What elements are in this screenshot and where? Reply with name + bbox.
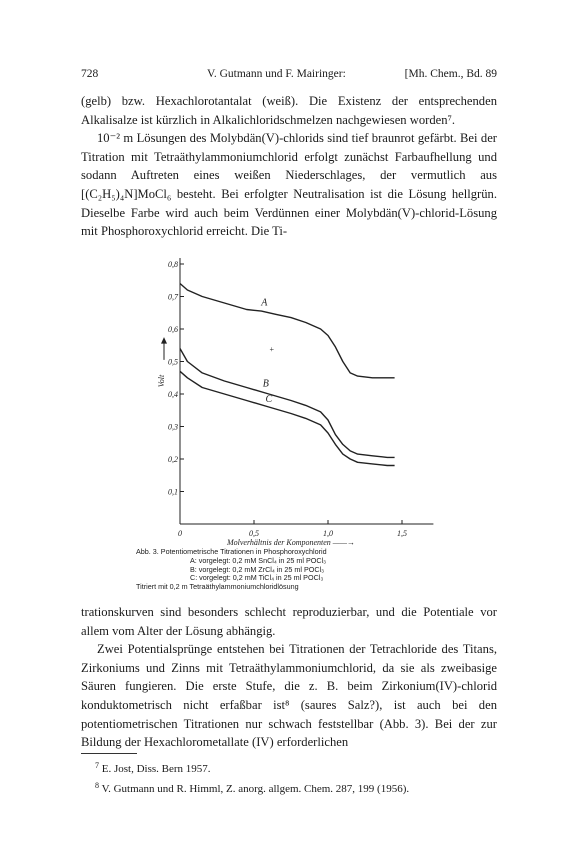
footnote-8: $^8$ V. Gutmann und R. Himml, Z. anorg. allgem. Chem. 287, 199 (1956). [95, 780, 410, 795]
y-axis-arrow-head [161, 337, 167, 344]
figure-caption [136, 548, 446, 592]
series-line-b [180, 349, 395, 458]
caption-item-c: C: vorgelegt: 0,2 mM TiCl₄ in 25 ml POCl₃ [190, 573, 324, 583]
paragraph: (gelb) bzw. Hexachlorotantalat (weiß). Die Existenz der entsprechenden Alkalisalze ist kürzlich in Alkalichloridschmelzen nachgewiesen worden⁷. [81, 94, 497, 127]
y-tick-label: 0,1 [168, 487, 178, 497]
x-tick-label: 1,0 [323, 529, 333, 538]
x-axis-label: Molverhältnis der Komponenten ——→ [226, 538, 356, 547]
titration-figure [150, 258, 440, 558]
caption-item-a: A: vorgelegt: 0,2 mM SnCl₄ in 25 ml POCl₃ [190, 555, 327, 565]
series-label-a: A [261, 297, 268, 309]
series-line-a [180, 284, 395, 378]
body-text-top [81, 92, 497, 241]
x-tick-label: 0,5 [249, 529, 259, 538]
paragraph: Zwei Potentialsprünge entstehen bei Titrationen der Tetrachloride des Titans, Zirkoniums und Zinns mit Tetraäthylammoniumchlorid, da sie als zweibasige Säuren fungieren. Die erste Stufe, die z. B. beim Zirkonium(IV)-chlorid konduktometrisch nicht erfaßbar ist⁸ (saures Salz?), ist auch bei den potentiometrischen Titrationen nur schwach feststellbar (Abb. 3). Bei der zur Bildung der Hexachlorometallate (IV) erforderlichen [81, 642, 497, 750]
titration-chart [150, 258, 440, 558]
footnotes [81, 758, 497, 797]
y-tick-label: 0,8 [168, 260, 178, 269]
y-tick-label: 0,2 [168, 455, 178, 464]
y-tick-label: 0,4 [168, 390, 178, 399]
paragraph: trationskurven sind besonders schlecht reproduzierbar, und die Potentiale vor allem vom Alter der Lösung abhängig. [81, 605, 497, 638]
y-tick-label: 0,6 [168, 325, 178, 334]
running-header [81, 68, 497, 84]
running-title: V. Gutmann und F. Mairinger: [207, 68, 346, 80]
y-tick-label: 0,7 [168, 292, 178, 302]
y-tick-label: 0,3 [168, 422, 178, 432]
footnote-7: $^7$ E. Jost, Diss. Bern 1957. [95, 761, 211, 775]
caption-title: Abb. 3. Potentiometrische Titrationen in Phosphoroxychlorid [136, 547, 327, 556]
series-line-c [180, 371, 395, 465]
body-text-bottom [81, 603, 497, 752]
y-axis-label: Volt [157, 374, 166, 388]
series-label-c: C [265, 394, 273, 406]
x-tick-label: 1,5 [397, 529, 407, 538]
caption-item-b: B: vorgelegt: 0,2 mM ZrCl₄ in 25 ml POCl₃ [190, 564, 325, 574]
page-number: 728 [81, 68, 99, 80]
annotation-mark: + [269, 344, 275, 354]
series-label-b: B [262, 378, 269, 390]
paragraph: 10⁻² m Lösungen des Molybdän(V)-chlorids sind tief braunrot gefärbt. Bei der Titration mit Tetraäthylammoniumchlorid erfolgt zunächst Farbaufhellung und sodann Auftreten eines weißen Niederschlages, der vermutlich aus [(C₂H₅)₄N]MoCl₆ besteht. Bei erfolgter Neutralisation ist die Lösung hellgrün. Dieselbe Farbe wird auch beim Verdünnen einer Molybdän(V)-chlorid-Lösung mit Phosphoroxychlorid erreicht. Die Ti- [81, 131, 497, 239]
footnote-rule [81, 753, 137, 754]
journal-reference: [Mh. Chem., Bd. 89 [404, 68, 497, 80]
caption-footer: Titriert mit 0,2 m Tetraäthylammoniumchloridlösung [136, 582, 299, 592]
x-tick-label: 0 [178, 529, 182, 538]
y-tick-label: 0,5 [168, 357, 178, 367]
